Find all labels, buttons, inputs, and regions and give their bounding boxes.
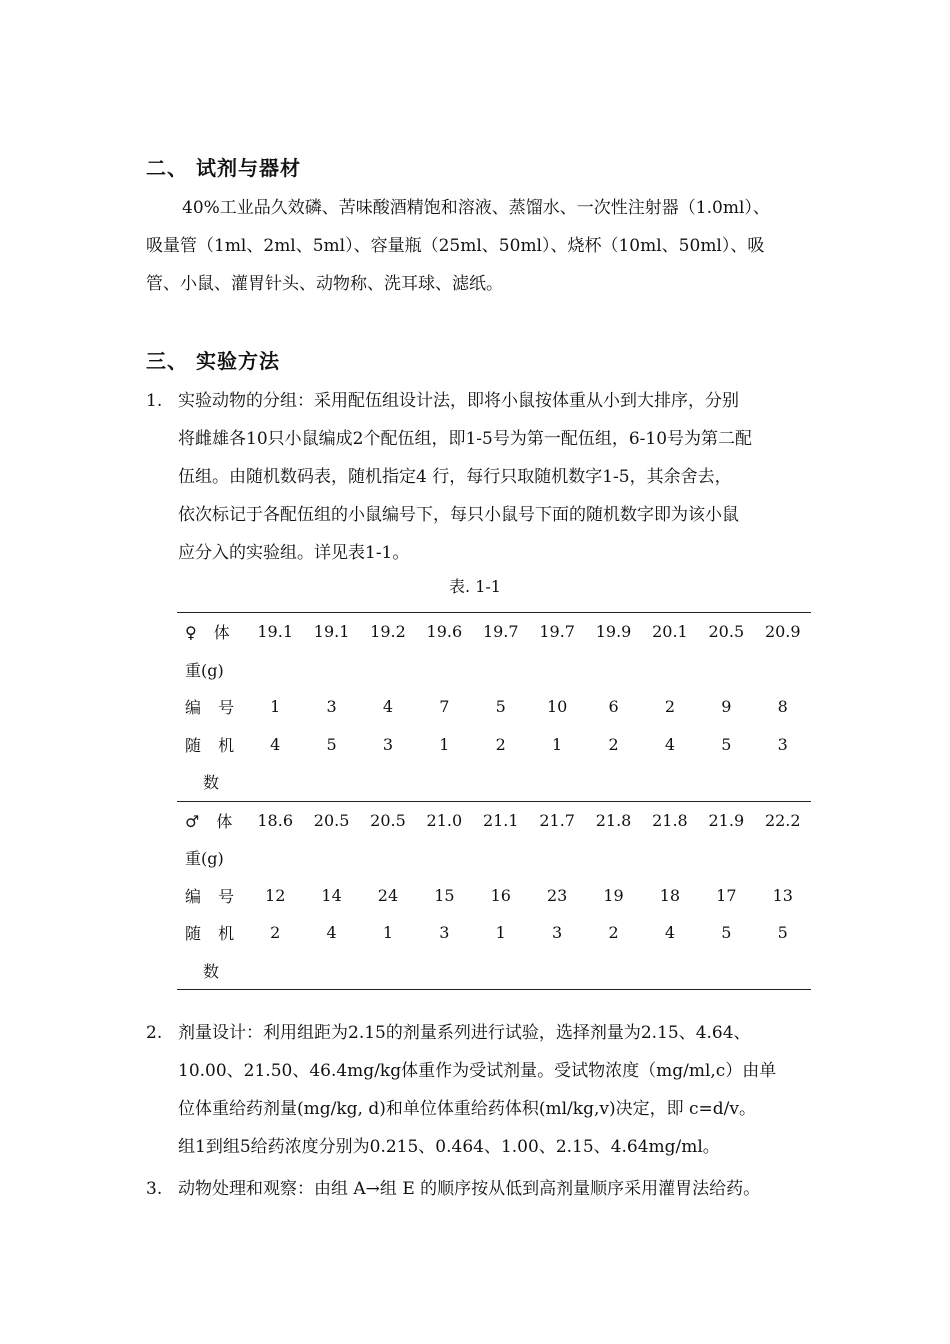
paragraph-line: 管、小鼠、灌胃针头、动物称、洗耳球、滤纸。 bbox=[146, 274, 503, 294]
paragraph-line: 40%工业品久效磷、苦味酸酒精饱和溶液、蒸馏水、一次性注射器（1.0ml）、 bbox=[182, 198, 770, 218]
table-row-male-weight bbox=[177, 801, 811, 839]
table-cell: 19.6 bbox=[416, 613, 472, 651]
paragraph-line: 应分入的实验组。详见表1-1。 bbox=[178, 543, 410, 563]
table-cell: 21.7 bbox=[529, 801, 585, 839]
paragraph-line: 组1到组5给药浓度分别为0.215、0.464、1.00、2.15、4.64mg/ml。 bbox=[178, 1137, 720, 1157]
table-cell: 2 bbox=[608, 923, 619, 943]
table-cell: 10 bbox=[546, 697, 568, 717]
table-cell: 5 bbox=[326, 734, 337, 754]
table-cell: 5 bbox=[721, 923, 732, 943]
table-caption: 表. 1-1 bbox=[449, 577, 501, 596]
table-cell: 9 bbox=[721, 697, 732, 717]
table-cell: 1 bbox=[552, 734, 563, 754]
row-label-cont: 重(g) bbox=[185, 849, 224, 869]
table-cell: 19.1 bbox=[303, 613, 359, 651]
table-cell: 3 bbox=[382, 734, 394, 754]
table-cell: 12 bbox=[265, 885, 286, 905]
table-cell: 21.1 bbox=[473, 801, 529, 839]
table-cell: 3 bbox=[439, 923, 450, 943]
table-cell: 20.5 bbox=[360, 801, 416, 839]
table-cell: 3 bbox=[326, 697, 337, 717]
table-cell: 2 bbox=[608, 734, 619, 754]
table-cell: 21.0 bbox=[416, 801, 472, 839]
section-2-paragraph bbox=[146, 189, 814, 303]
table-cell: 18.6 bbox=[247, 801, 303, 839]
table-cell: 19.9 bbox=[585, 613, 641, 651]
table-row-male-random bbox=[177, 914, 811, 952]
table-cell: 20.1 bbox=[642, 613, 698, 651]
table-cell: 18 bbox=[659, 885, 681, 905]
list-item-body bbox=[178, 1014, 814, 1166]
paragraph-line: 动物处理和观察：由组 A→组 E 的顺序按从低到高剂量顺序采用灌胃法给药。 bbox=[178, 1179, 761, 1199]
table-cell: 2 bbox=[664, 697, 676, 717]
paragraph-line: 伍组。由随机数码表，随机指定4 行，每行只取随机数字1-5，其余舍去， bbox=[178, 467, 732, 487]
paragraph-line: 10.00、21.50、46.4mg/kg体重作为受试剂量。受试物浓度（mg/ml,c）由单 bbox=[178, 1061, 777, 1081]
table-cell: 3 bbox=[552, 923, 563, 943]
list-item-2 bbox=[146, 1014, 814, 1166]
table-row-male-weight-cont bbox=[177, 839, 811, 877]
row-label-cont: 数 bbox=[203, 773, 220, 793]
list-item-3 bbox=[146, 1170, 814, 1208]
paragraph-line: 剂量设计：利用组距为2.15的剂量系列进行试验，选择剂量为2.15、4.64、 bbox=[178, 1023, 751, 1043]
table-cell: 22.2 bbox=[755, 801, 811, 839]
table-cell: 5 bbox=[777, 923, 788, 943]
table-cell: 20.5 bbox=[698, 613, 754, 651]
table-row-female-random bbox=[177, 726, 811, 764]
table-cell: 3 bbox=[777, 734, 788, 754]
row-label: 随 机 bbox=[185, 735, 241, 755]
table-cell: 21.8 bbox=[642, 801, 698, 839]
table-cell: 2 bbox=[495, 734, 506, 754]
table-cell: 23 bbox=[546, 885, 568, 905]
row-label: ♀ 体 bbox=[177, 613, 247, 651]
table-cell: 19.1 bbox=[247, 613, 303, 651]
table-cell: 2 bbox=[270, 923, 281, 943]
section-2-heading: 二、 试剂与器材 bbox=[146, 156, 301, 180]
table-cell: 1 bbox=[439, 734, 450, 754]
row-label: 随 机 bbox=[185, 924, 241, 944]
table-cell: 24 bbox=[377, 885, 399, 905]
table-cell: 8 bbox=[777, 697, 788, 717]
table-cell: 6 bbox=[608, 697, 619, 717]
row-label: 编 号 bbox=[185, 886, 241, 906]
paragraph-line: 位体重给药剂量(mg/kg, d)和单位体重给药体积(ml/kg,v)决定，即 c=d/v。 bbox=[178, 1099, 756, 1119]
row-label: ♂ 体 bbox=[177, 801, 247, 839]
table-cell: 21.8 bbox=[585, 801, 641, 839]
mouse-grouping-table bbox=[177, 612, 811, 990]
table-cell: 20.9 bbox=[755, 613, 811, 651]
table-cell: 21.9 bbox=[698, 801, 754, 839]
table-cell: 20.5 bbox=[303, 801, 359, 839]
list-number: 2. bbox=[146, 1023, 163, 1043]
table-cell: 7 bbox=[439, 697, 450, 717]
row-label: 编 号 bbox=[185, 698, 241, 718]
table-cell: 14 bbox=[321, 885, 342, 905]
list-number: 1. bbox=[146, 391, 163, 411]
paragraph-line: 依次标记于各配伍组的小鼠编号下，每只小鼠号下面的随机数字即为该小鼠 bbox=[178, 505, 739, 525]
table-cell: 13 bbox=[772, 885, 793, 905]
table-cell: 19.2 bbox=[360, 613, 416, 651]
table-cell: 19 bbox=[603, 885, 624, 905]
table-row-female-random-cont bbox=[177, 763, 811, 801]
list-item-1 bbox=[146, 382, 814, 572]
table-cell: 5 bbox=[721, 734, 732, 754]
table-cell: 5 bbox=[495, 697, 506, 717]
section-3-heading: 三、 实验方法 bbox=[146, 349, 280, 373]
row-label-cont: 数 bbox=[177, 952, 247, 990]
list-number: 3. bbox=[146, 1179, 163, 1199]
list-item-body bbox=[178, 382, 814, 572]
paragraph-line: 将雌雄各10只小鼠编成2个配伍组，即1-5号为第一配伍组，6-10号为第二配 bbox=[178, 429, 753, 449]
table-cell: 4 bbox=[382, 697, 394, 717]
row-label-cont: 重(g) bbox=[185, 660, 224, 680]
table-row-female-weight-cont bbox=[177, 651, 811, 689]
list-item-body bbox=[178, 1170, 814, 1208]
table-cell: 19.7 bbox=[529, 613, 585, 651]
table-row-male-id bbox=[177, 877, 811, 915]
paragraph-line: 实验动物的分组：采用配伍组设计法，即将小鼠按体重从小到大排序，分别 bbox=[178, 391, 739, 411]
table-cell: 4 bbox=[326, 923, 337, 943]
table-cell: 17 bbox=[716, 885, 737, 905]
table-cell: 16 bbox=[490, 885, 511, 905]
table-row-female-id bbox=[177, 688, 811, 726]
table-cell: 4 bbox=[664, 923, 676, 943]
table-cell: 1 bbox=[495, 923, 506, 943]
table-row-male-random-cont bbox=[177, 952, 811, 990]
table-cell: 4 bbox=[664, 734, 676, 754]
paragraph-line: 吸量管（1ml、2ml、5ml）、容量瓶（25ml、50ml）、烧杯（10ml、50ml）、吸 bbox=[146, 236, 765, 256]
table-cell: 19.7 bbox=[473, 613, 529, 651]
table-cell: 1 bbox=[382, 923, 394, 943]
table-row-female-weight bbox=[177, 613, 811, 651]
table-cell: 4 bbox=[270, 734, 281, 754]
table-cell: 15 bbox=[434, 885, 455, 905]
table-cell: 1 bbox=[270, 697, 281, 717]
